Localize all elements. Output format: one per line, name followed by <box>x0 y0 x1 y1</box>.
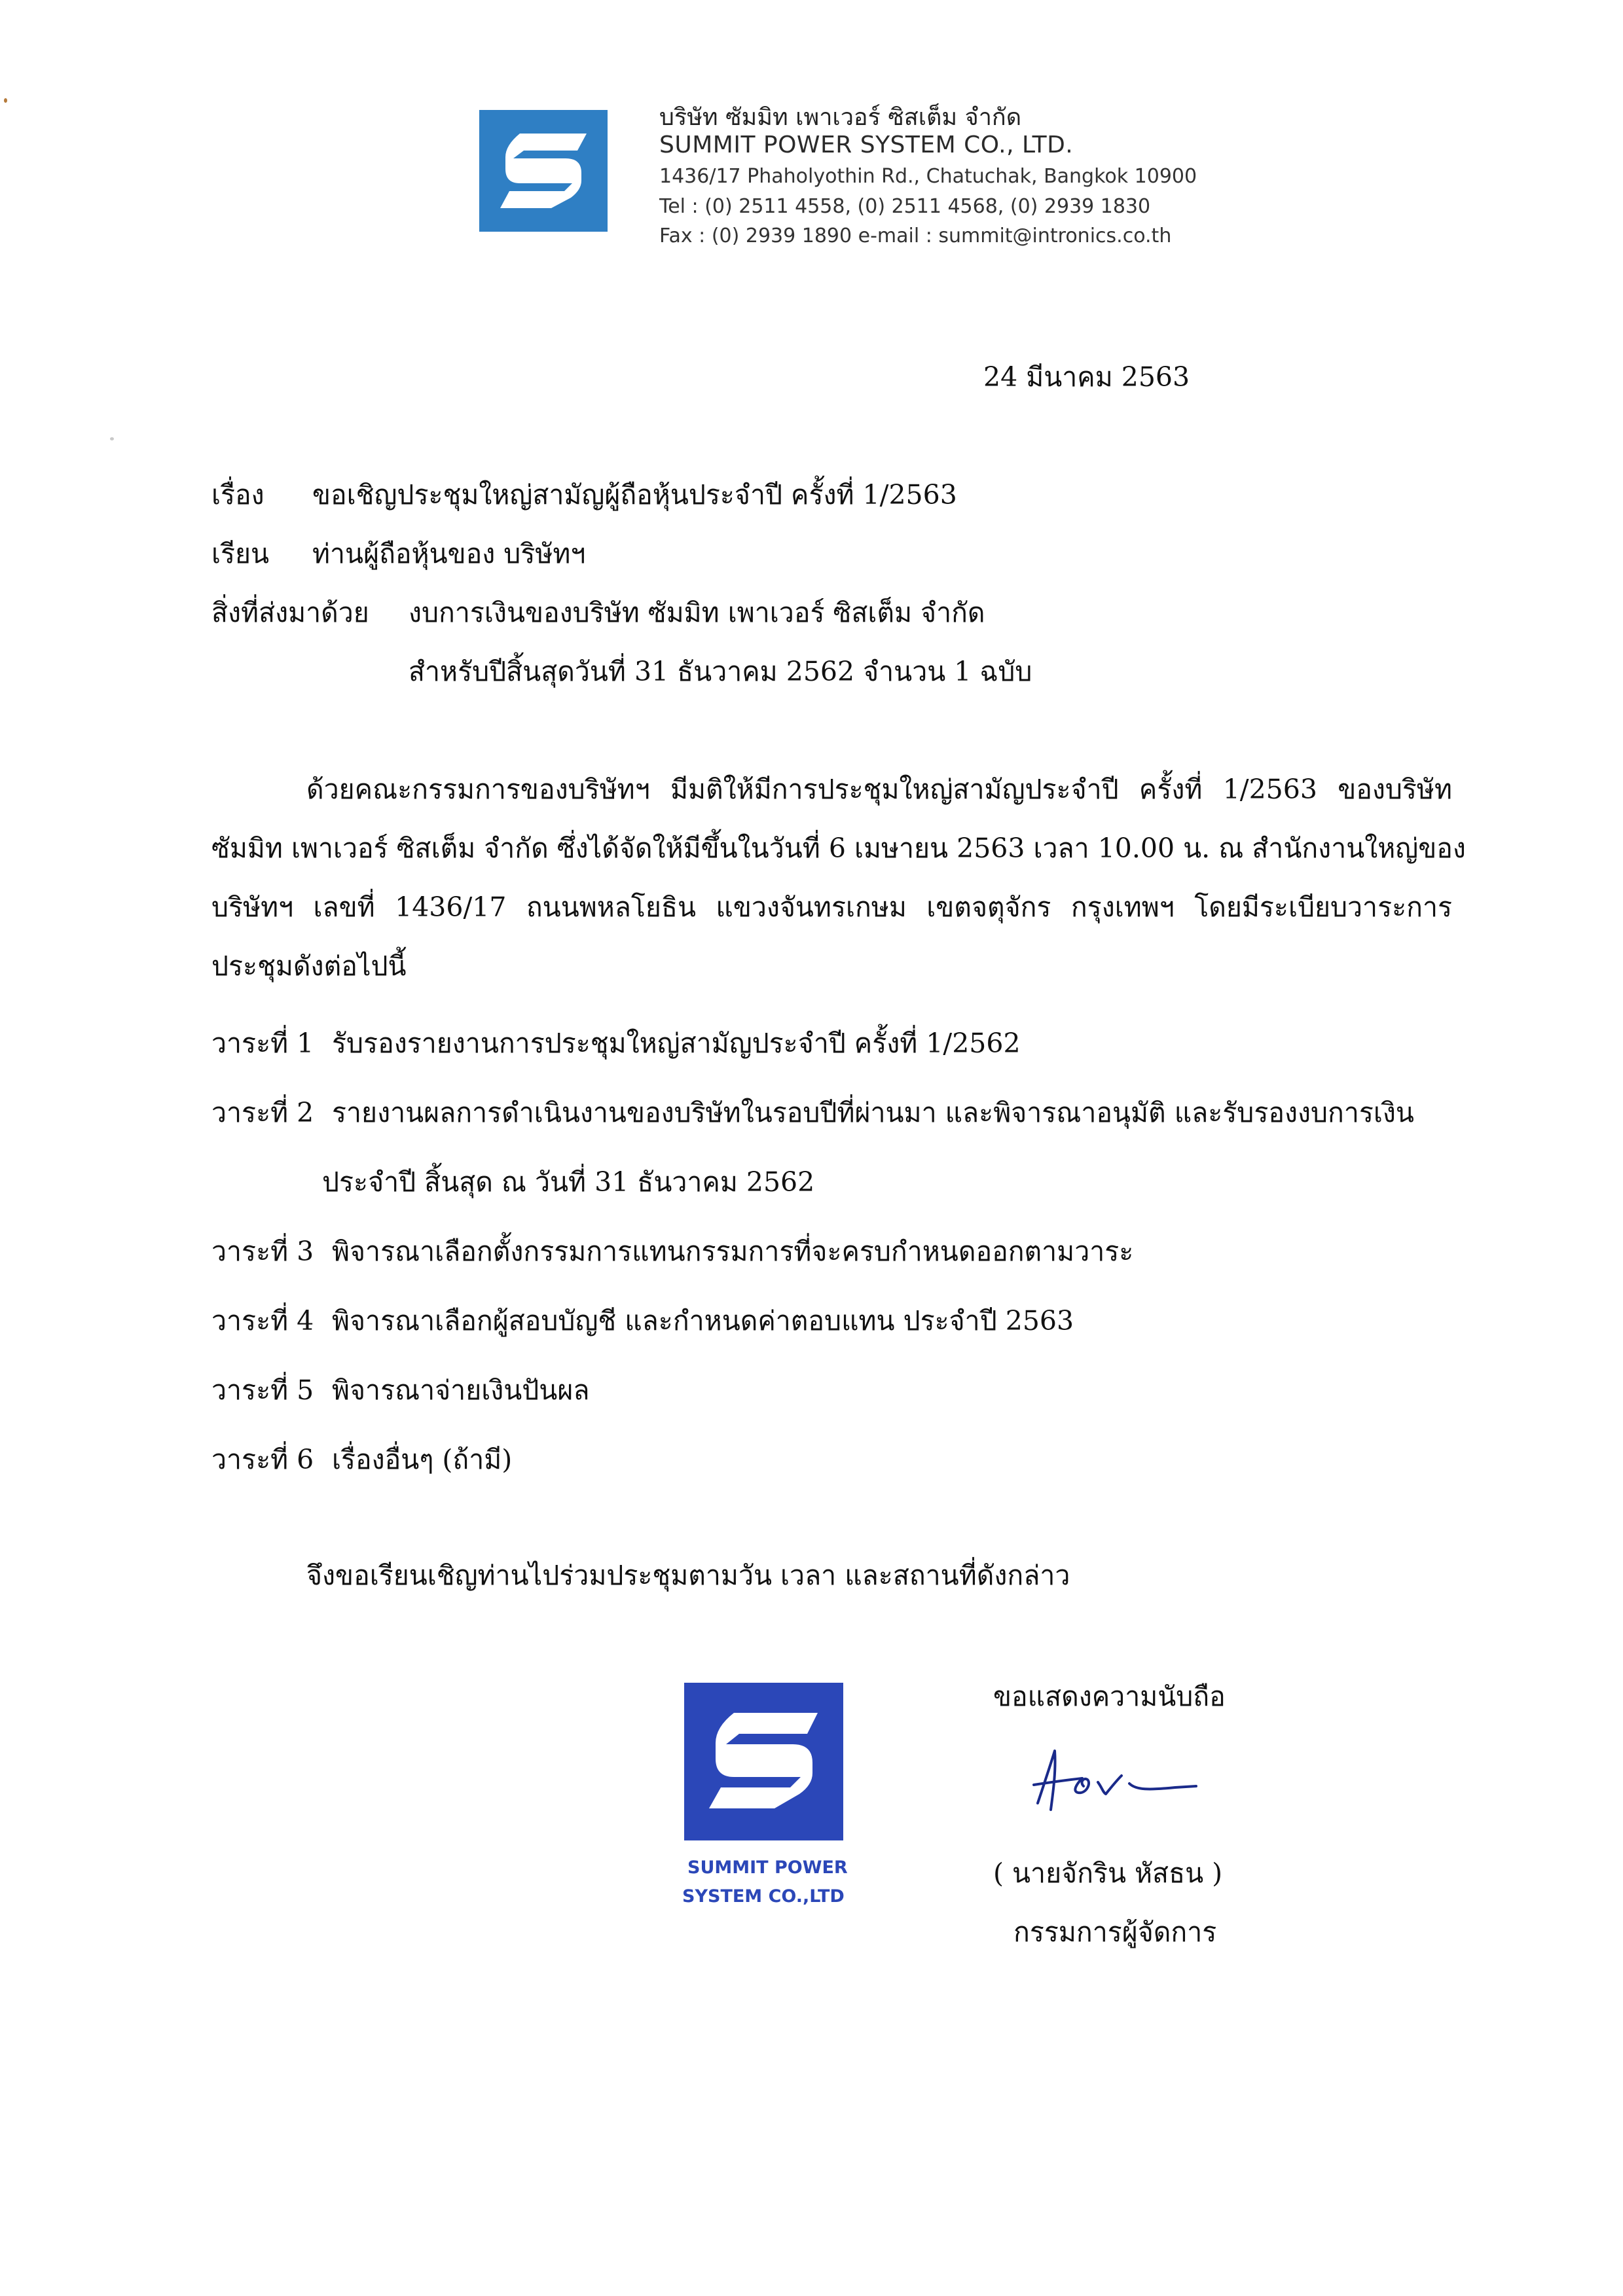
closing-sentence: จึงขอเรียนเชิญท่านไปร่วมประชุมตามวัน เวลา และสถานที่ดังกล่าว <box>306 1560 1070 1591</box>
agenda-item-6-text: เรื่องอื่นๆ (ถ้ามี) <box>332 1444 513 1475</box>
agenda-item-5-label: วาระที่ 5 <box>211 1374 314 1406</box>
subject-label: เรื่อง <box>211 479 264 511</box>
recipient-text: ท่านผู้ถือหุ้นของ บริษัทฯ <box>312 538 586 569</box>
body-line-1: ด้วยคณะกรรมการของบริษัทฯ มีมติให้มีการประชุมใหญ่สามัญประจำปี ครั้งที่ 1/2563 ของบริษัท <box>306 774 1452 805</box>
agenda-item-5-text: พิจารณาจ่ายเงินปันผล <box>332 1374 590 1406</box>
agenda-item-1-text: รับรองรายงานการประชุมใหญ่สามัญประจำปี ครั้งที่ 1/2562 <box>332 1028 1021 1059</box>
company-logo <box>479 110 608 232</box>
enclosure-line-2: สำหรับปีสิ้นสุดวันที่ 31 ธันวาคม 2562 จำนวน 1 ฉบับ <box>409 656 1032 687</box>
company-address: 1436/17 Phaholyothin Rd., Chatuchak, Bangkok 10900 <box>659 165 1197 188</box>
signature-icon <box>1025 1744 1221 1816</box>
body-line-4: ประชุมดังต่อไปนี้ <box>211 950 407 982</box>
agenda-item-3-label: วาระที่ 3 <box>211 1236 314 1267</box>
agenda-item-2-text: รายงานผลการดำเนินงานของบริษัทในรอบปีที่ผ่านมา และพิจารณาอนุมัติ และรับรองงบการเงิน <box>332 1097 1414 1128</box>
scan-speck <box>110 437 114 440</box>
body-line-3: บริษัทฯ เลขที่ 1436/17 ถนนพหลโยธิน แขวงจันทรเกษม เขตจตุจักร กรุงเทพฯ โดยมีระเบียบวาระการ <box>211 891 1452 923</box>
company-phone: Tel : (0) 2511 4558, (0) 2511 4568, (0) 2939 1830 <box>659 195 1151 218</box>
subject-text: ขอเชิญประชุมใหญ่สามัญผู้ถือหุ้นประจำปี ครั้งที่ 1/2563 <box>312 479 957 511</box>
letter-date: 24 มีนาคม 2563 <box>983 361 1190 393</box>
company-name-english: SUMMIT POWER SYSTEM CO., LTD. <box>659 132 1074 158</box>
agenda-item-4-text: พิจารณาเลือกผู้สอบบัญชี และกำหนดค่าตอบแทน ประจำปี 2563 <box>332 1305 1074 1336</box>
agenda-item-6-label: วาระที่ 6 <box>211 1444 314 1475</box>
body-line-2: ซัมมิท เพาเวอร์ ซิสเต็ม จำกัด ซึ่งได้จัดให้มีขึ้นในวันที่ 6 เมษายน 2563 เวลา 10.00 น. ณ สำนักงานใหญ่ของ <box>211 833 1466 864</box>
company-fax-email: Fax : (0) 2939 1890 e-mail : summit@intronics.co.th <box>659 224 1172 247</box>
company-name-thai: บริษัท ซัมมิท เพาเวอร์ ซิสเต็ม จำกัด <box>659 104 1022 131</box>
regards-text: ขอแสดงความนับถือ <box>993 1681 1226 1712</box>
enclosure-line-1: งบการเงินของบริษัท ซัมมิท เพาเวอร์ ซิสเต็ม จำกัด <box>409 597 985 628</box>
stamp-text-line-2: SYSTEM CO.,LTD <box>682 1886 845 1907</box>
enclosure-label: สิ่งที่ส่งมาด้วย <box>211 597 369 628</box>
stamp-text-line-1: SUMMIT POWER <box>687 1857 848 1878</box>
recipient-label: เรียน <box>211 538 270 569</box>
agenda-item-4-label: วาระที่ 4 <box>211 1305 314 1336</box>
agenda-item-1-label: วาระที่ 1 <box>211 1028 314 1059</box>
agenda-item-2-text-continued: ประจำปี สิ้นสุด ณ วันที่ 31 ธันวาคม 2562 <box>322 1166 815 1198</box>
agenda-item-2-label: วาระที่ 2 <box>211 1097 314 1128</box>
scan-speck <box>4 98 7 103</box>
signer-title: กรรมการผู้จัดการ <box>1013 1916 1217 1948</box>
company-stamp-icon <box>683 1681 845 1842</box>
agenda-item-3-text: พิจารณาเลือกตั้งกรรมการแทนกรรมการที่จะครบกำหนดออกตามวาระ <box>332 1236 1134 1267</box>
signer-name: ( นายจักริน หัสธน ) <box>993 1857 1223 1889</box>
